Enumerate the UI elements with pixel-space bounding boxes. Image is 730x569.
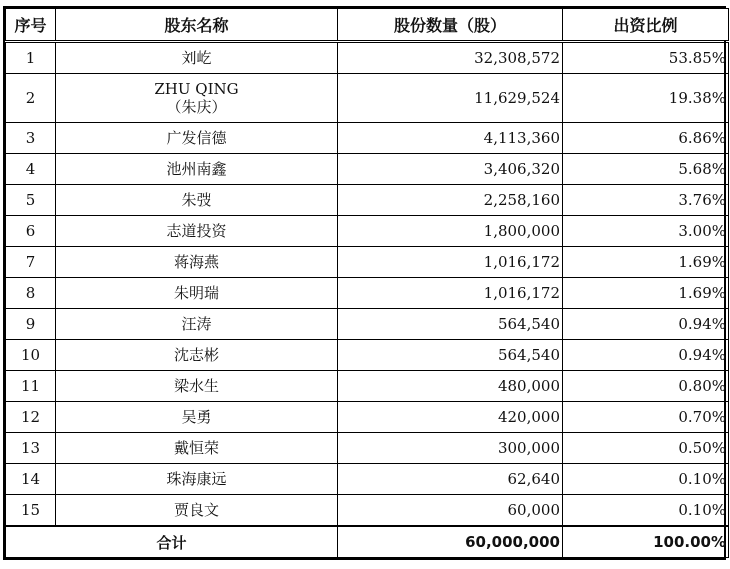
shareholder-name-primary: 汪涛 [181,315,212,333]
row-share-count: 32,308,572 [338,42,563,74]
row-share-count: 564,540 [338,309,563,340]
table-row [6,464,729,495]
row-index: 12 [6,402,56,433]
table-row [6,278,729,309]
header-index: 序号 [6,9,56,42]
row-contribution-ratio: 19.38% [563,74,729,123]
row-share-count: 480,000 [338,371,563,402]
row-index: 11 [6,371,56,402]
row-shareholder-name [56,185,338,216]
row-index: 1 [6,42,56,74]
row-index: 3 [6,123,56,154]
table-row [6,402,729,433]
row-share-count: 11,629,524 [338,74,563,123]
header-name: 股东名称 [56,9,338,42]
header-ratio: 出资比例 [563,9,729,42]
row-shareholder-name [56,123,338,154]
shareholder-table-container [3,6,726,560]
shareholder-name-primary: 戴恒荣 [173,439,219,457]
row-share-count: 300,000 [338,433,563,464]
shareholder-name-primary: 珠海康远 [166,470,227,488]
row-index: 10 [6,340,56,371]
row-shareholder-name [56,216,338,247]
table-row [6,495,729,527]
row-share-count: 2,258,160 [338,185,563,216]
row-index: 4 [6,154,56,185]
row-index: 6 [6,216,56,247]
row-contribution-ratio: 1.69% [563,278,729,309]
table-row [6,247,729,278]
row-shareholder-name [56,464,338,495]
total-label: 合计 [6,526,338,558]
row-shareholder-name [56,402,338,433]
table-row [6,123,729,154]
row-share-count: 3,406,320 [338,154,563,185]
row-shareholder-name [56,278,338,309]
total-shares: 60,000,000 [338,526,563,558]
row-shareholder-name [56,371,338,402]
shareholder-name-primary: ZHU QING [154,80,239,98]
total-row [6,526,729,558]
shareholder-name-primary: 蒋海燕 [173,253,219,271]
header-row [6,9,729,42]
row-index: 8 [6,278,56,309]
shareholder-name-primary: 梁水生 [173,377,219,395]
row-contribution-ratio: 0.10% [563,495,729,527]
table-row [6,42,729,74]
table-row [6,185,729,216]
row-contribution-ratio: 1.69% [563,247,729,278]
row-contribution-ratio: 6.86% [563,123,729,154]
row-index: 7 [6,247,56,278]
table-row [6,309,729,340]
row-shareholder-name [56,309,338,340]
row-share-count: 1,016,172 [338,278,563,309]
row-contribution-ratio: 3.76% [563,185,729,216]
table-row [6,433,729,464]
shareholder-name-secondary: （朱庆） [166,98,227,116]
row-share-count: 1,016,172 [338,247,563,278]
row-share-count: 4,113,360 [338,123,563,154]
table-row [6,74,729,123]
row-contribution-ratio: 0.80% [563,371,729,402]
row-share-count: 60,000 [338,495,563,527]
shareholder-name-primary: 沈志彬 [173,346,219,364]
shareholder-name-primary: 刘屹 [181,49,212,67]
shareholder-name-primary: 志道投资 [166,222,227,240]
row-shareholder-name [56,42,338,74]
table-header [6,9,729,42]
row-shareholder-name [56,74,338,123]
row-contribution-ratio: 0.94% [563,309,729,340]
row-contribution-ratio: 5.68% [563,154,729,185]
shareholder-table [5,8,729,558]
row-index: 5 [6,185,56,216]
row-index: 2 [6,74,56,123]
header-shares: 股份数量（股） [338,9,563,42]
row-share-count: 1,800,000 [338,216,563,247]
shareholder-name-primary: 朱明瑞 [173,284,219,302]
row-share-count: 564,540 [338,340,563,371]
row-share-count: 420,000 [338,402,563,433]
total-ratio: 100.00% [563,526,729,558]
row-shareholder-name [56,433,338,464]
row-contribution-ratio: 3.00% [563,216,729,247]
table-body [6,42,729,527]
shareholder-name-primary: 朱弢 [181,191,212,209]
row-shareholder-name [56,340,338,371]
table-footer [6,526,729,558]
row-contribution-ratio: 0.50% [563,433,729,464]
row-index: 15 [6,495,56,527]
row-shareholder-name [56,247,338,278]
row-contribution-ratio: 0.10% [563,464,729,495]
row-share-count: 62,640 [338,464,563,495]
table-row [6,371,729,402]
table-row [6,154,729,185]
shareholder-name-primary: 池州南鑫 [166,160,227,178]
row-index: 9 [6,309,56,340]
row-contribution-ratio: 0.70% [563,402,729,433]
row-index: 13 [6,433,56,464]
row-index: 14 [6,464,56,495]
row-shareholder-name [56,495,338,527]
table-row [6,340,729,371]
shareholder-name-primary: 吴勇 [181,408,212,426]
table-row [6,216,729,247]
row-contribution-ratio: 0.94% [563,340,729,371]
shareholder-name-primary: 广发信德 [166,129,227,147]
row-shareholder-name [56,154,338,185]
shareholder-name-primary: 贾良文 [173,501,219,519]
row-contribution-ratio: 53.85% [563,42,729,74]
